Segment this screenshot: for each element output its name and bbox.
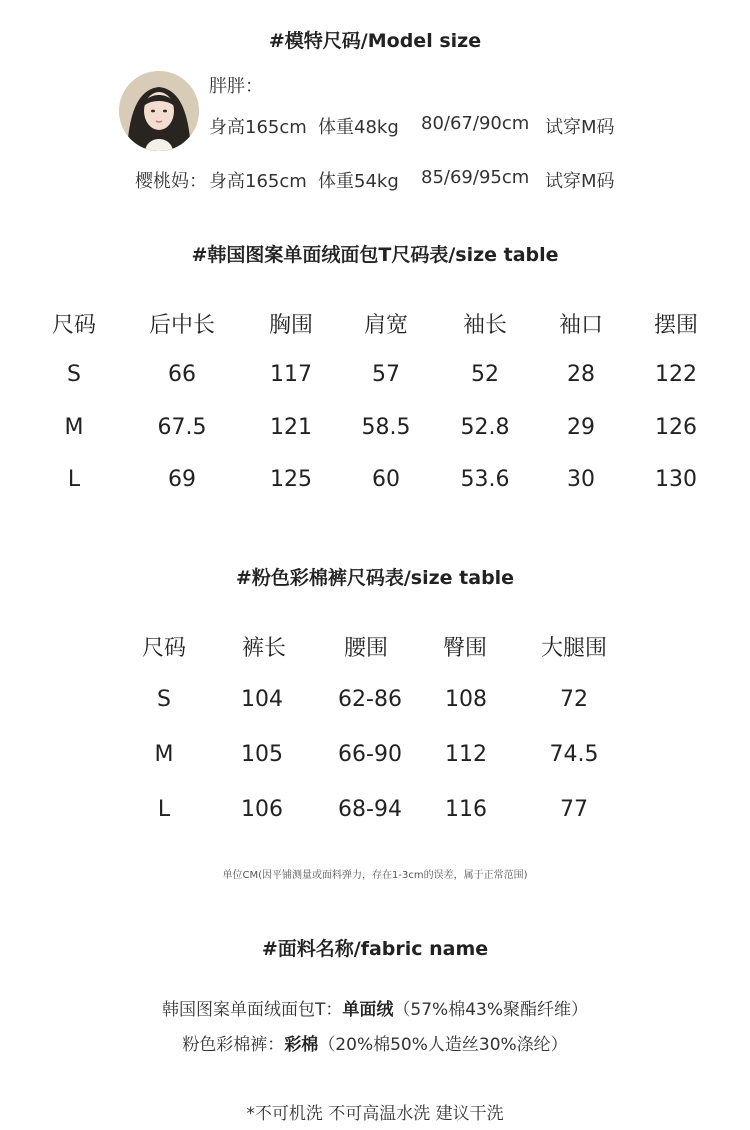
model1-measurements: 80/67/90cm <box>421 113 530 134</box>
model-avatar <box>119 71 199 151</box>
tee-header-length: 后中长 <box>148 313 216 338</box>
model2-measurements: 85/69/95cm <box>421 167 530 188</box>
fabric-pants-prefix: 粉色彩棉裤： <box>182 1035 285 1055</box>
tee-cell: 52.8 <box>460 415 510 440</box>
tee-cell: 67.5 <box>157 415 207 440</box>
pants-header-length: 裤长 <box>241 636 287 661</box>
tee-header-shoulder: 肩宽 <box>363 313 409 338</box>
fabric-pants-name: 彩棉 <box>284 1035 319 1055</box>
model2-name: 樱桃妈： <box>135 171 207 192</box>
fabric-tee-name: 单面绒 <box>342 1000 394 1020</box>
pants-cell: 66-90 <box>338 742 402 767</box>
pants-cell: L <box>157 797 171 822</box>
pants-cell: 77 <box>560 797 588 822</box>
model2-height: 身高165cm <box>209 171 307 192</box>
tee-cell: 53.6 <box>460 467 510 492</box>
tee-size-table-heading: #韩国图案单面绒面包T尺码表/size table <box>191 244 559 266</box>
tee-cell: 122 <box>655 362 697 387</box>
pants-header-waist: 腰围 <box>343 636 389 661</box>
tee-cell: 28 <box>567 362 595 387</box>
fabric-tee-prefix: 韩国图案单面绒面包T： <box>162 1000 343 1020</box>
tee-cell: S <box>67 362 81 387</box>
tee-cell: 130 <box>655 467 697 492</box>
measurement-note: 单位CM(因平铺测量或面料弹力，存在1-3cm的误差，属于正常范围) <box>222 870 528 881</box>
tee-cell: 30 <box>567 467 595 492</box>
pants-cell: 108 <box>445 687 487 712</box>
pants-cell: 112 <box>445 742 487 767</box>
tee-cell: 69 <box>168 467 196 492</box>
tee-cell: 126 <box>655 415 697 440</box>
tee-cell: 121 <box>270 415 312 440</box>
pants-cell: 74.5 <box>549 742 599 767</box>
model1-tryon: 试穿M码 <box>545 117 615 138</box>
tee-cell: M <box>64 415 84 440</box>
pants-cell: 106 <box>241 797 283 822</box>
pants-cell: 68-94 <box>338 797 402 822</box>
pants-cell: 62-86 <box>338 687 402 712</box>
pants-cell: 72 <box>560 687 588 712</box>
tee-cell: 60 <box>372 467 400 492</box>
tee-header-cuff: 袖口 <box>558 313 604 338</box>
tee-cell: 117 <box>270 362 312 387</box>
tee-header-chest: 胸围 <box>268 313 314 338</box>
tee-cell: 58.5 <box>361 415 411 440</box>
fabric-line-pants <box>0 1030 750 1055</box>
model-size-heading: #模特尺码/Model size <box>268 30 482 52</box>
model2-tryon: 试穿M码 <box>545 171 615 192</box>
pants-cell: 104 <box>241 687 283 712</box>
pants-cell: M <box>154 742 174 767</box>
tee-cell: 52 <box>471 362 499 387</box>
care-instructions: *不可机洗 不可高温水洗 建议干洗 <box>246 1104 504 1124</box>
pants-header-hip: 臀围 <box>442 636 488 661</box>
model1-height: 身高165cm <box>209 117 307 138</box>
model1-weight: 体重48kg <box>318 117 399 138</box>
pants-size-table-heading: #粉色彩棉裤尺码表/size table <box>235 567 515 589</box>
tee-cell: 125 <box>270 467 312 492</box>
fabric-line-tee <box>0 995 750 1020</box>
tee-header-hem: 摆围 <box>653 313 699 338</box>
model2-weight: 体重54kg <box>318 171 399 192</box>
model1-name: 胖胖： <box>209 76 263 97</box>
tee-cell: 29 <box>567 415 595 440</box>
tee-cell: 57 <box>372 362 400 387</box>
fabric-tee-detail: （57%棉43%聚酯纤维） <box>393 1000 588 1020</box>
tee-cell: L <box>67 467 81 492</box>
fabric-name-heading: #面料名称/fabric name <box>261 938 489 960</box>
pants-header-size: 尺码 <box>141 636 187 661</box>
pants-cell: 105 <box>241 742 283 767</box>
pants-cell: 116 <box>445 797 487 822</box>
tee-cell: 66 <box>168 362 196 387</box>
tee-header-sleeve: 袖长 <box>462 313 508 338</box>
pants-header-thigh: 大腿围 <box>540 636 608 661</box>
pants-cell: S <box>157 687 171 712</box>
tee-header-size: 尺码 <box>51 313 97 338</box>
fabric-pants-detail: （20%棉50%人造丝30%涤纶） <box>318 1035 568 1055</box>
